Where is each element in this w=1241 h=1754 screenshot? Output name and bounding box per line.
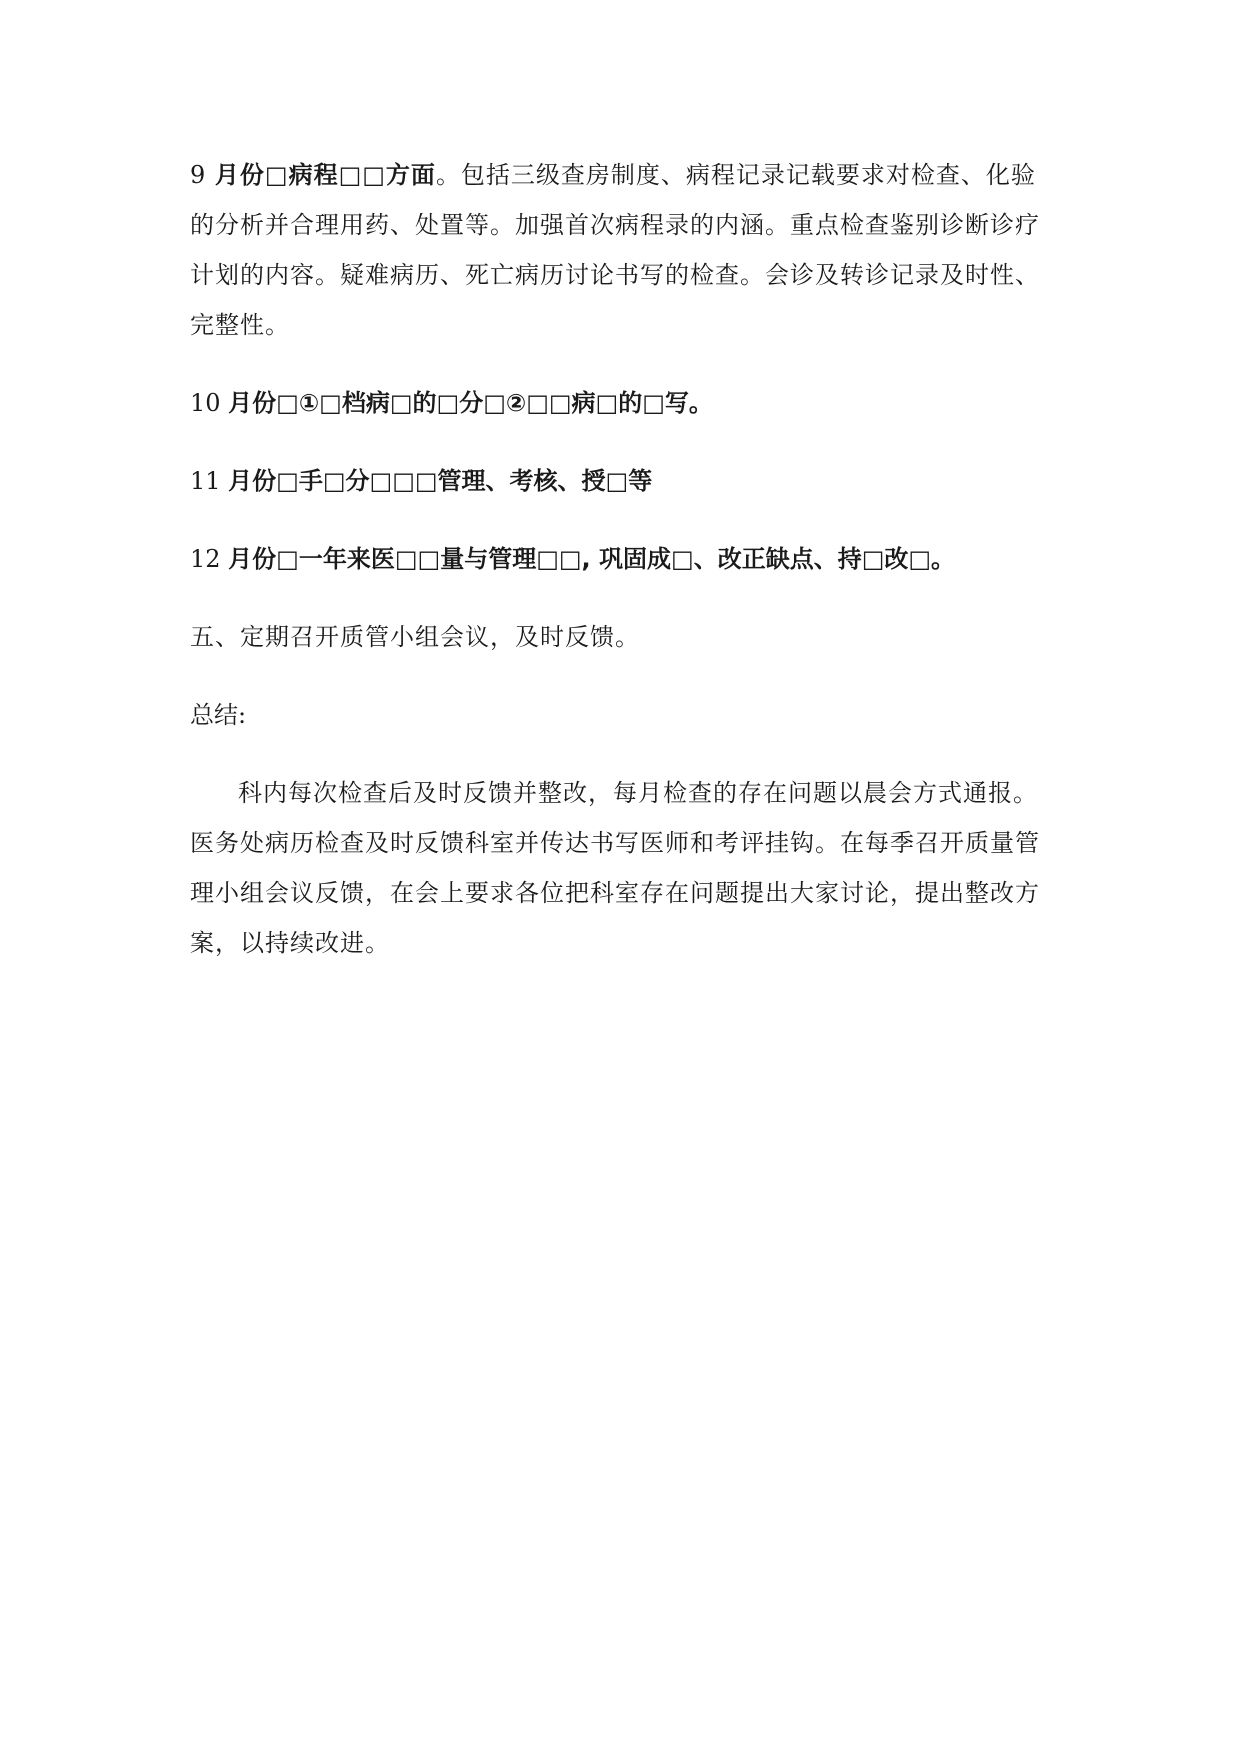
document-body — [190, 150, 1060, 968]
september-number: 9 — [190, 161, 215, 189]
paragraph-october — [190, 378, 1060, 428]
paragraph-december — [190, 534, 1060, 584]
december-text: 月份□一年来医□□量与管理□□, 巩固成□、改正缺点、持□改□。 — [228, 545, 956, 573]
november-number: 11 — [190, 467, 229, 495]
paragraph-september — [190, 150, 1060, 350]
september-heading: 月份□病程□□方面 — [214, 161, 436, 189]
november-text: 月份□手□分□□□管理、考核、授□等 — [228, 467, 653, 495]
summary-body: 科内每次检查后及时反馈并整改，每月检查的存在问题以晨会方式通报。医务处病历检查及时反馈科室并传达书写医师和考评挂钩。在每季召开质量管理小组会议反馈，在会上要求各位把科室存在问题提出大家讨论，提出整改方案，以持续改进。 — [190, 779, 1040, 957]
october-text: 月份□①□档病□的□分□②□□病□的□写。 — [228, 389, 713, 417]
december-number: 12 — [190, 545, 229, 573]
paragraph-november — [190, 456, 1060, 506]
september-text: 。包括三级查房制度、病程记录记载要求对检查、化验的分析并合理用药、处置等。加强首次病程录的内涵。重点检查鉴别诊断诊疗计划的内容。疑难病历、死亡病历讨论书写的检查。会诊及转诊记录及时性、完整性。 — [190, 161, 1040, 339]
october-number: 10 — [190, 389, 229, 417]
summary-label: 总结: — [190, 701, 247, 729]
paragraph-section-five: 五、定期召开质管小组会议，及时反馈。 — [190, 623, 640, 651]
